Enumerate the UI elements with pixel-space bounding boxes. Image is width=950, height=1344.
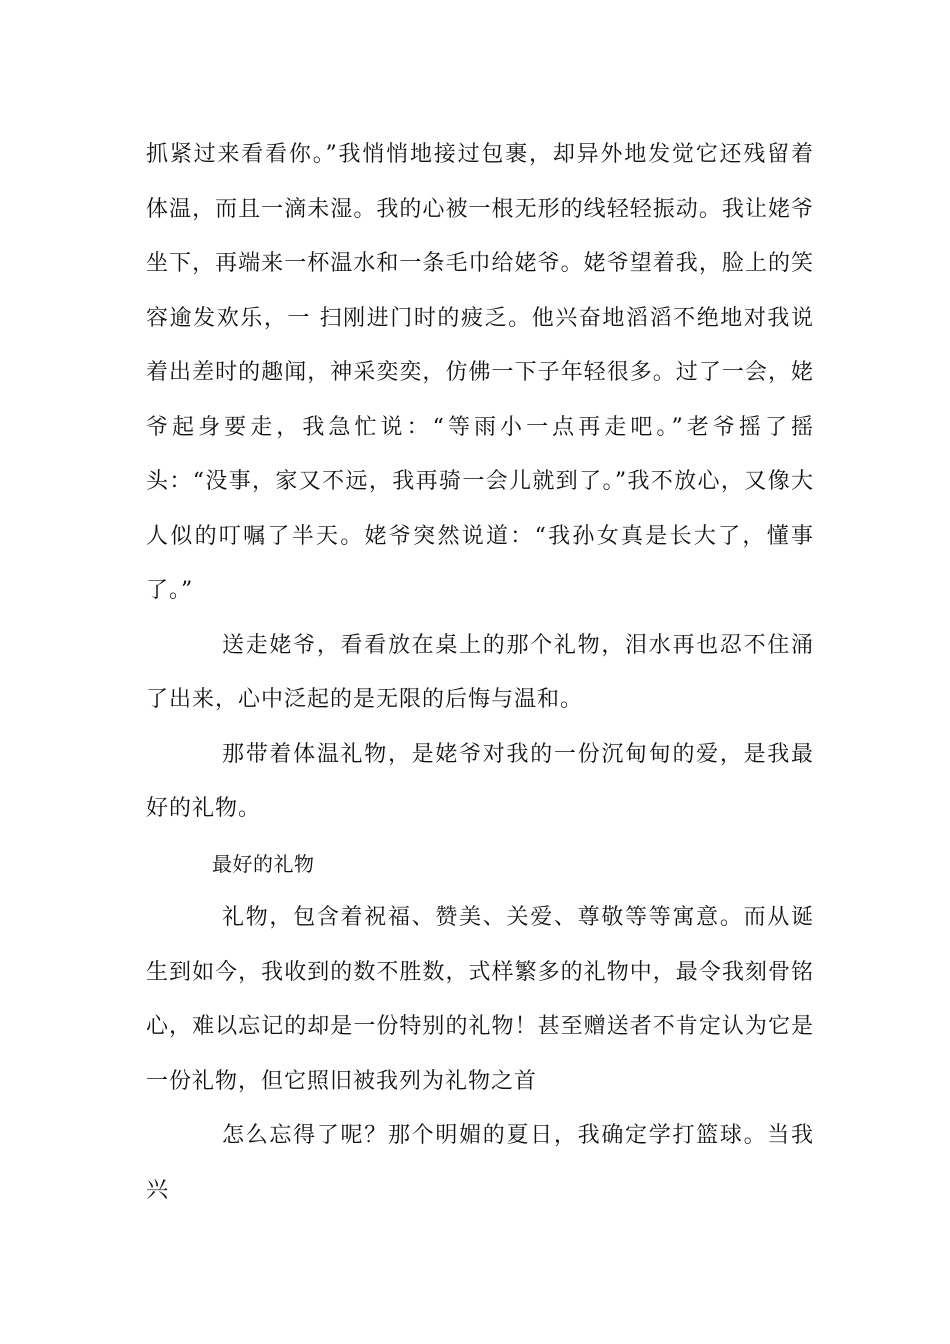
section-heading: 最好的礼物 [212,851,315,876]
paragraph-farewell: 送走姥爷，看看放在桌上的那个礼物，泪水再也忍不住涌了出来，心中泛起的是无限的后悔与温和。 [146,632,814,712]
paragraph-continuation: 抓紧过来看看你。”我悄悄地接过包裹，却异外地发觉它还残留着体温，而且一滴未湿。我的心被一根无形的线轻轻振动。我让姥爷坐下，再端来一杯温水和一条毛巾给姥爷。姥爷望着我，脸上的笑容逾发欢乐，一 扫刚进门时的疲乏。他兴奋地滔滔不绝地对我说着出差时的趣闻，神采奕奕，仿佛一下子年轻很多。过了一会，姥爷起身要走，我急忙说：“等雨小一点再走吧。”老爷摇了摇头：“没事，家又不远，我再骑一会儿就到了。”我不放心，又像大人似的叮嘱了半天。姥爷突然说道：“我孙女真是长大了，懂事了。” [146,142,814,603]
paragraph-conclusion: 那带着体温礼物，是姥爷对我的一份沉甸甸的爱，是我最好的礼物。 [146,741,814,821]
paragraph-story-start: 怎么忘得了呢？那个明媚的夏日，我确定学打篮球。当我兴 [146,1123,814,1203]
paragraph-intro: 礼物，包含着祝福、赞美、关爱、尊敬等等寓意。而从诞生到如今，我收到的数不胜数，式样繁多的礼物中，最令我刻骨铭心，难以忘记的却是一份特别的礼物！甚至赠送者不肯定认为它是一份礼物，但它照旧被我列为礼物之首 [146,905,814,1094]
document-body [146,128,814,1218]
